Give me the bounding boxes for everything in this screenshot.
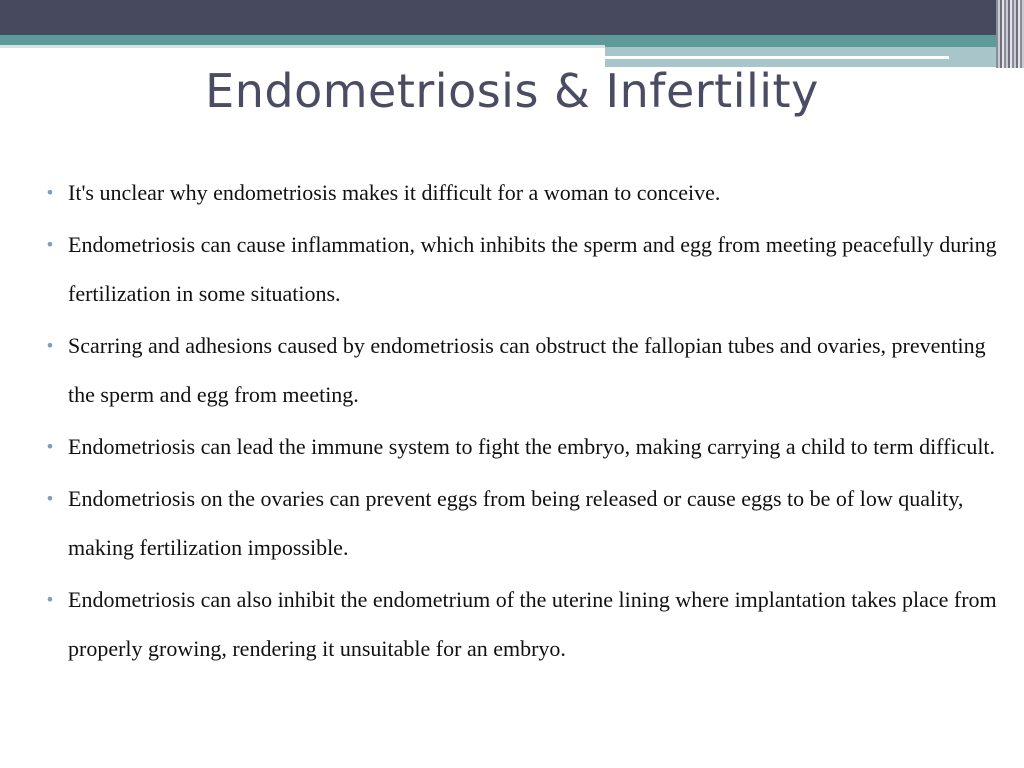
bullet-text: Endometriosis can lead the immune system to fight the embryo, making carrying a child to term difficult. bbox=[68, 434, 996, 459]
bullet-item bbox=[42, 168, 1002, 217]
bullet-text: Endometriosis can cause inflammation, which inhibits the sperm and egg from meeting peacefully during fertilization in some situations. bbox=[68, 232, 997, 306]
bullet-item bbox=[42, 474, 1002, 572]
bullet-item bbox=[42, 422, 1002, 471]
header-band-highlight bbox=[0, 45, 605, 48]
bullet-text: Endometriosis can also inhibit the endometrium of the uterine lining where implantation takes place from properly growing, rendering it unsuitable for an embryo. bbox=[68, 587, 997, 661]
header-band-dark bbox=[0, 0, 1024, 35]
bullet-item bbox=[42, 321, 1002, 419]
bullet-icon: • bbox=[45, 183, 55, 202]
bullet-icon: • bbox=[45, 235, 55, 254]
bullet-item bbox=[42, 575, 1002, 673]
bullet-list bbox=[42, 168, 1002, 676]
bullet-item bbox=[42, 220, 1002, 318]
slide-title: Endometriosis & Infertility bbox=[205, 64, 819, 118]
bullet-text: It's unclear why endometriosis makes it difficult for a woman to conceive. bbox=[68, 180, 721, 205]
bullet-icon: • bbox=[45, 336, 55, 355]
bullet-icon: • bbox=[45, 590, 55, 609]
header-stripes-decoration bbox=[996, 0, 1024, 68]
header-accent-line bbox=[605, 56, 949, 59]
bullet-text: Endometriosis on the ovaries can prevent eggs from being released or cause eggs to be of low quality, making fertilization impossible. bbox=[68, 486, 964, 560]
bullet-icon: • bbox=[45, 489, 55, 508]
bullet-text: Scarring and adhesions caused by endometriosis can obstruct the fallopian tubes and ovaries, preventing the sperm and egg from meeting. bbox=[68, 333, 986, 407]
bullet-icon: • bbox=[45, 437, 55, 456]
